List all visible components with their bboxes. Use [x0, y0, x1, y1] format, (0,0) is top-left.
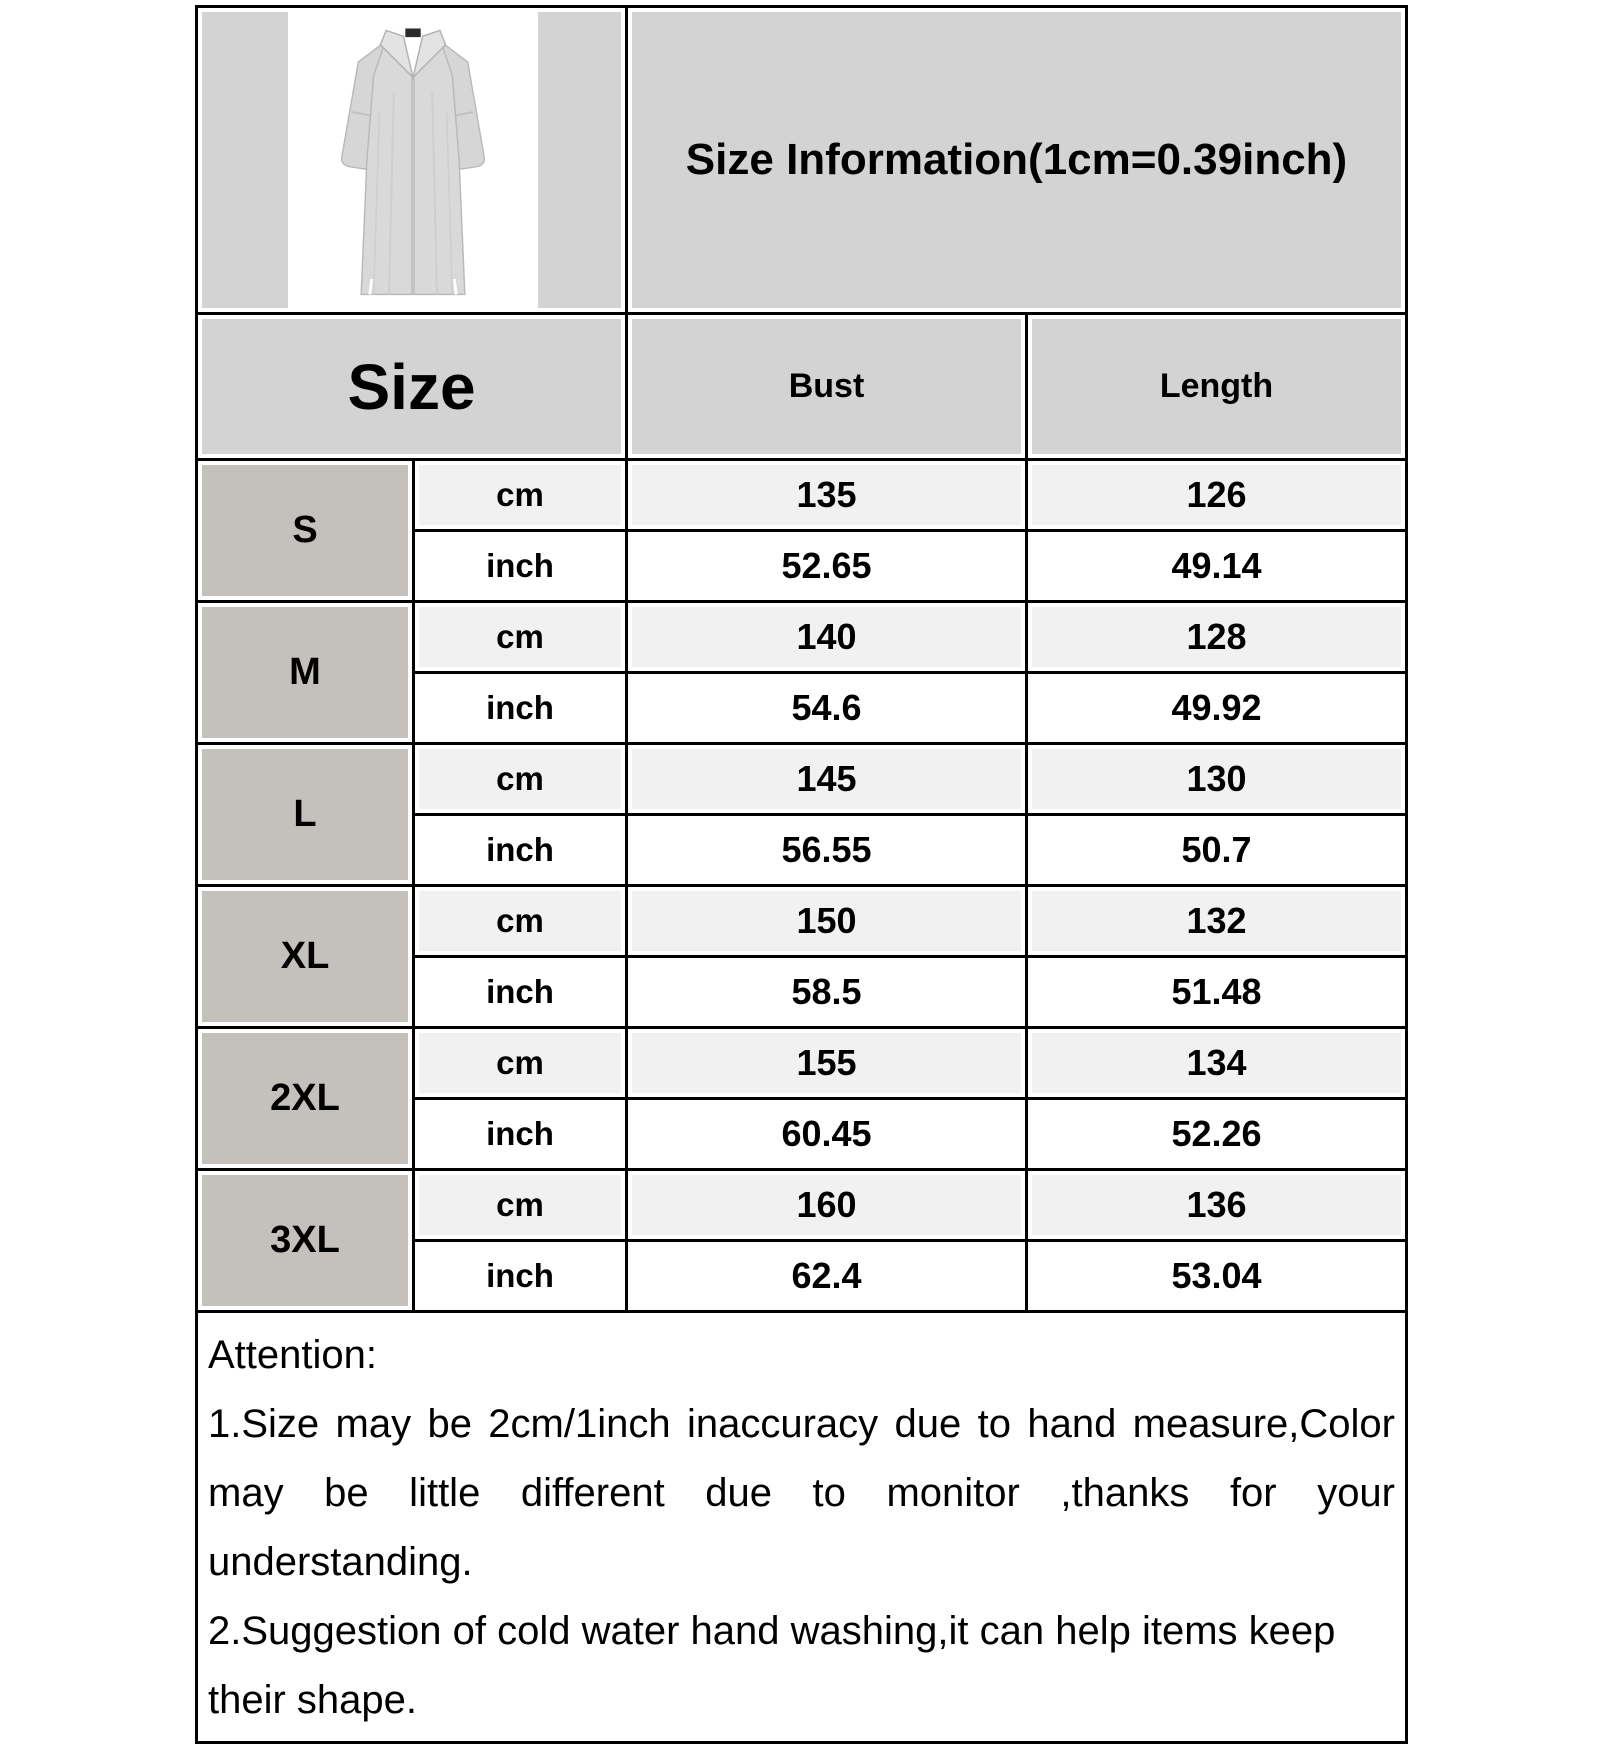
length-inch-cell [1027, 1099, 1407, 1170]
unit-cell [414, 460, 627, 531]
bust-inch-cell [627, 1241, 1027, 1312]
header-size-cell [197, 314, 627, 460]
bust-cm-value: 135 [796, 474, 857, 515]
bust-inch-cell [627, 1099, 1027, 1170]
unit-cell [414, 602, 627, 673]
length-inch-cell [1027, 1241, 1407, 1312]
table-row [197, 886, 1407, 957]
size-cell [197, 886, 414, 1028]
length-cm-value: 134 [1186, 1042, 1247, 1083]
length-inch-value: 53.04 [1171, 1255, 1262, 1296]
neck-label [405, 28, 420, 37]
length-cm-value: 132 [1186, 900, 1247, 941]
length-cm-cell [1027, 886, 1407, 957]
size-cell [197, 460, 414, 602]
unit-cell [414, 886, 627, 957]
bust-cm-value: 145 [796, 758, 857, 799]
length-cm-cell [1027, 1028, 1407, 1099]
title-cell [627, 7, 1407, 314]
unit-label-cm: cm [496, 476, 544, 513]
unit-label-cm: cm [496, 760, 544, 797]
size-label: 3XL [270, 1219, 340, 1261]
bust-cm-value: 140 [796, 616, 857, 657]
bust-inch-value: 60.45 [781, 1113, 872, 1154]
length-inch-cell [1027, 531, 1407, 602]
size-cell [197, 744, 414, 886]
header-length-label: Length [1159, 367, 1274, 405]
unit-cell [414, 1099, 627, 1170]
unit-label-cm: cm [496, 1186, 544, 1223]
unit-label-inch: inch [486, 1257, 554, 1294]
bust-inch-cell [627, 531, 1027, 602]
unit-cell [414, 744, 627, 815]
length-inch-value: 51.48 [1171, 971, 1262, 1012]
size-cell [197, 1170, 414, 1312]
header-size-label: Size [347, 350, 476, 423]
bust-cm-cell [627, 744, 1027, 815]
header-bust-cell [627, 314, 1027, 460]
bust-inch-value: 62.4 [791, 1255, 862, 1296]
bust-cm-value: 150 [796, 900, 857, 941]
bust-inch-cell [627, 957, 1027, 1028]
bust-inch-value: 52.65 [781, 545, 872, 586]
table-row [197, 1170, 1407, 1241]
unit-cell [414, 1241, 627, 1312]
bust-inch-value: 58.5 [791, 971, 862, 1012]
length-cm-cell [1027, 602, 1407, 673]
unit-cell [414, 1028, 627, 1099]
bust-cm-cell [627, 602, 1027, 673]
page-title: Size Information(1cm=0.39inch) [685, 135, 1348, 184]
bust-cm-cell [627, 1028, 1027, 1099]
size-label: XL [280, 935, 330, 977]
table-row [197, 744, 1407, 815]
unit-label-cm: cm [496, 618, 544, 655]
length-cm-cell [1027, 744, 1407, 815]
size-cell [197, 602, 414, 744]
size-chart-table [195, 5, 1408, 1744]
bust-cm-cell [627, 1170, 1027, 1241]
bust-inch-cell [627, 815, 1027, 886]
table-row [197, 602, 1407, 673]
unit-cell [414, 531, 627, 602]
length-cm-value: 136 [1186, 1184, 1247, 1225]
length-inch-cell [1027, 673, 1407, 744]
length-inch-value: 50.7 [1181, 829, 1252, 870]
size-cell [197, 1028, 414, 1170]
unit-cell [414, 815, 627, 886]
length-cm-cell [1027, 460, 1407, 531]
bust-inch-cell [627, 673, 1027, 744]
size-chart-sheet [195, 5, 1405, 1722]
unit-label-cm: cm [496, 902, 544, 939]
header-length-cell [1027, 314, 1407, 460]
unit-label-cm: cm [496, 1044, 544, 1081]
size-label: M [289, 651, 321, 693]
unit-cell [414, 673, 627, 744]
length-inch-cell [1027, 957, 1407, 1028]
product-image-cell [197, 7, 627, 314]
length-cm-value: 128 [1186, 616, 1247, 657]
length-inch-value: 49.14 [1171, 545, 1262, 586]
bust-inch-value: 54.6 [791, 687, 862, 728]
attention-note-1: 1.Size may be 2cm/1inch inaccuracy due to hand measure,Color may be little different due to monitor ,thanks for your understanding. [208, 1402, 1395, 1584]
table-row [197, 460, 1407, 531]
length-cm-value: 126 [1186, 474, 1247, 515]
size-label: S [292, 509, 318, 551]
length-inch-value: 49.92 [1171, 687, 1262, 728]
size-label: 2XL [270, 1077, 340, 1119]
unit-cell [414, 1170, 627, 1241]
bust-inch-value: 56.55 [781, 829, 872, 870]
bust-cm-cell [627, 460, 1027, 531]
unit-label-inch: inch [486, 689, 554, 726]
unit-label-inch: inch [486, 973, 554, 1010]
attention-note-2: 2.Suggestion of cold water hand washing,it can help items keep their shape. [208, 1609, 1336, 1722]
bust-cm-value: 155 [796, 1042, 857, 1083]
attention-heading: Attention: [208, 1333, 378, 1377]
size-label: L [293, 793, 317, 835]
length-cm-cell [1027, 1170, 1407, 1241]
length-cm-value: 130 [1186, 758, 1247, 799]
product-photo [288, 12, 538, 308]
header-bust-label: Bust [788, 367, 865, 405]
unit-label-inch: inch [486, 1115, 554, 1152]
bust-cm-cell [627, 886, 1027, 957]
bust-cm-value: 160 [796, 1184, 857, 1225]
unit-label-inch: inch [486, 831, 554, 868]
shirt-dress-illustration [293, 16, 533, 304]
attention-cell [197, 1312, 1407, 1743]
unit-cell [414, 957, 627, 1028]
length-inch-cell [1027, 815, 1407, 886]
length-inch-value: 52.26 [1171, 1113, 1262, 1154]
unit-label-inch: inch [486, 547, 554, 584]
table-row [197, 1028, 1407, 1099]
